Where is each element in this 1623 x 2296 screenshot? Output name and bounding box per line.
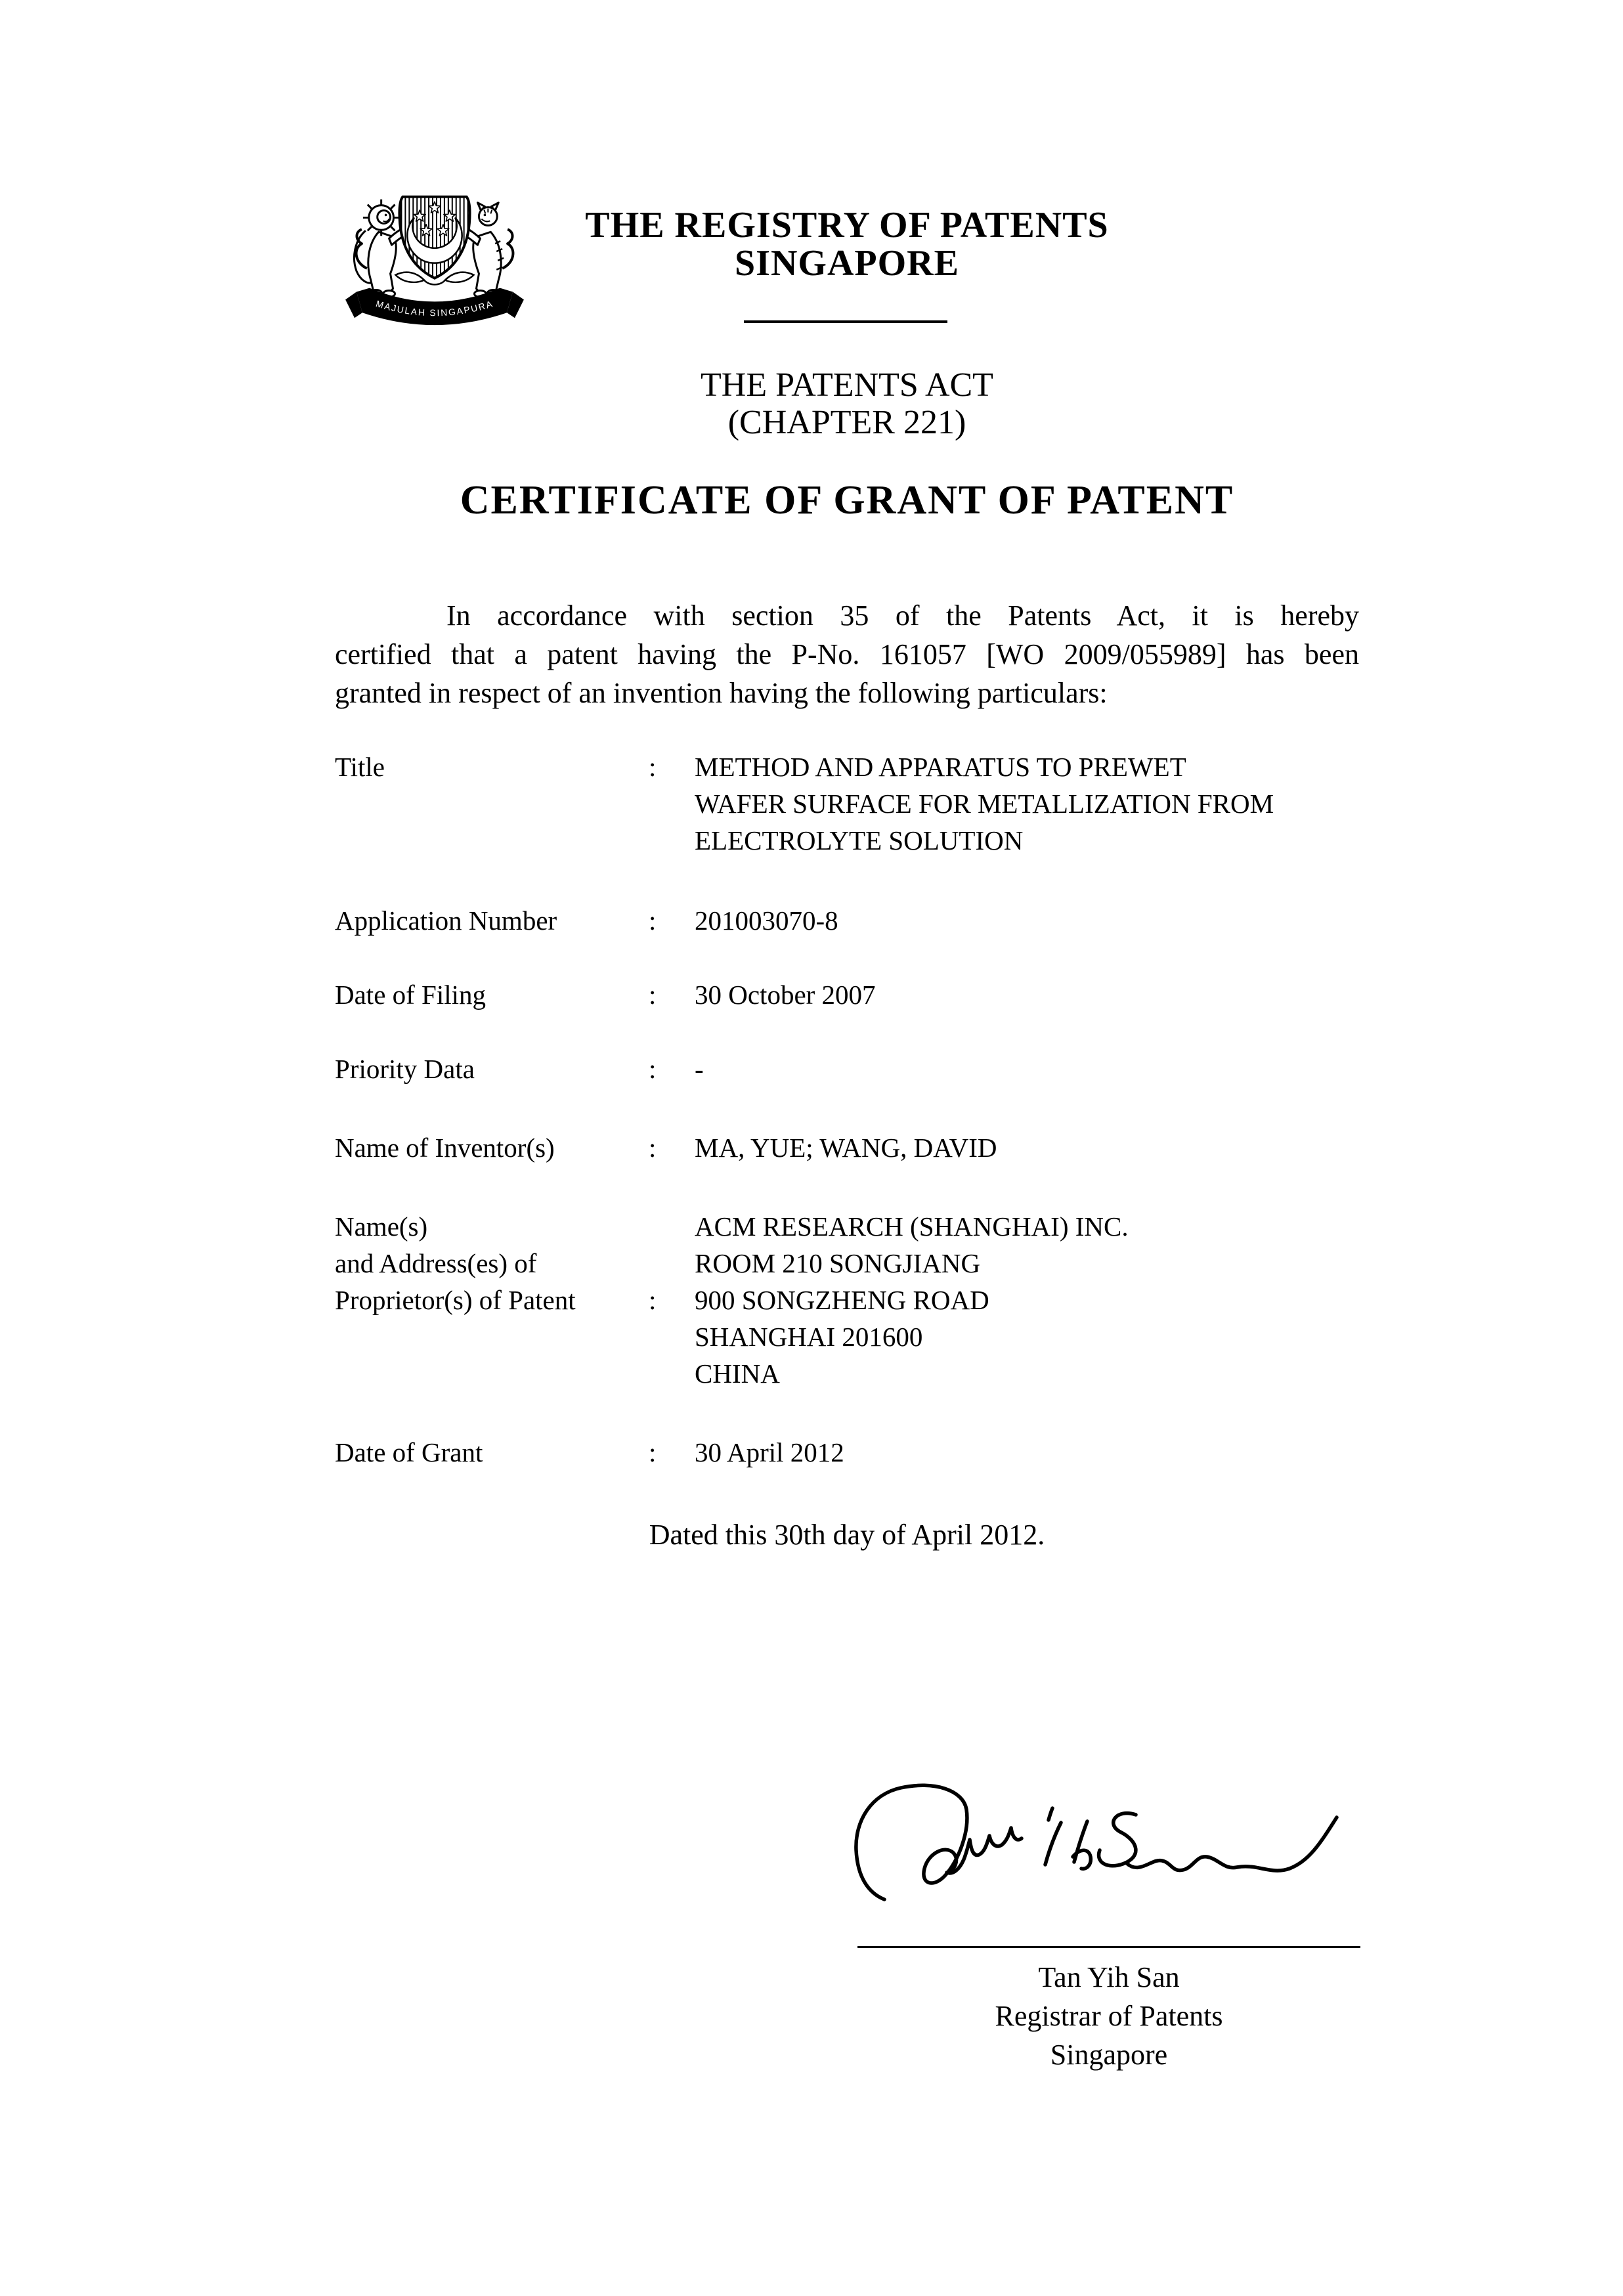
particulars-table [335,748,1359,1471]
field-label: Application Number [335,905,557,936]
field-value-line: WAFER SURFACE FOR METALLIZATION FROM [695,789,1274,819]
field-label-line: Name(s) [335,1211,428,1242]
field-value-line: MA, YUE; WANG, DAVID [695,1133,997,1163]
field-row-date-of-filing [335,976,1359,1013]
field-value-line: 900 SONGZHENG ROAD [695,1285,989,1315]
signatory-role: Registrar of Patents [995,2000,1223,2032]
field-label: Date of Filing [335,980,487,1010]
field-label-line: and Address(es) of [335,1248,537,1278]
field-value-line: ACM RESEARCH (SHANGHAI) INC. [695,1211,1129,1242]
field-label: Date of Grant [335,1437,483,1467]
field-label [335,1208,649,1392]
registry-line2: SINGAPORE [735,243,959,284]
field-value-line: SHANGHAI 201600 [695,1322,923,1352]
intro-line: certified that a patent having the P-No. 161057 [WO 2009/055989] has been [335,638,1359,670]
field-row-application-number [335,902,1359,939]
header-divider-rule [744,320,947,323]
field-value-line: - [695,1054,704,1084]
field-value-line: ROOM 210 SONGJIANG [695,1248,981,1278]
signature-scribble [848,1771,1367,1916]
field-row-proprietor [335,1208,1359,1392]
field-label: Title [335,752,385,782]
colon-separator: : [649,1285,657,1315]
field-value-line: 30 October 2007 [695,980,876,1010]
colon-separator: : [649,905,657,936]
registry-header [335,206,1359,282]
field-value-line: CHINA [695,1358,780,1389]
chapter-line: (CHAPTER 221) [727,404,966,441]
field-value [695,1208,1359,1392]
colon-separator: : [649,1133,657,1163]
intro-line: In accordance with section 35 of the Patents Act, it is hereby [446,599,1359,632]
intro-line: granted in respect of an invention having the following particulars: [335,677,1108,709]
crest-motto: MAJULAH SINGAPURA [374,297,495,318]
field-value-line: METHOD AND APPARATUS TO PREWET [695,752,1186,782]
motto-banner [345,288,524,326]
signatory-place: Singapore [1050,2039,1168,2071]
field-value-line: ELECTROLYTE SOLUTION [695,825,1024,856]
field-value-line: 30 April 2012 [695,1437,844,1467]
dated-line: Dated this 30th day of April 2012. [649,1519,1045,1551]
field-value [695,748,1359,859]
signatory-block [857,1958,1360,2074]
signatory-name: Tan Yih San [1038,1961,1180,1993]
field-row-title [335,748,1359,859]
field-label: Priority Data [335,1054,475,1084]
patents-act-header [335,366,1359,441]
field-row-priority-data [335,1051,1359,1087]
act-line: THE PATENTS ACT [701,366,993,404]
field-row-inventors [335,1129,1359,1166]
colon-separator: : [649,980,657,1010]
field-row-date-of-grant [335,1434,1359,1471]
colon-separator: : [649,752,657,782]
colon-separator: : [649,1437,657,1467]
field-label-line: Proprietor(s) of Patent [335,1285,576,1315]
colon-separator: : [649,1054,657,1084]
registry-line1: THE REGISTRY OF PATENTS [585,205,1109,246]
signature-rule [857,1946,1360,1948]
certificate-title: CERTIFICATE OF GRANT OF PATENT [460,478,1234,523]
field-label: Name of Inventor(s) [335,1133,555,1163]
intro-paragraph [335,596,1359,712]
field-value-line: 201003070-8 [695,905,838,936]
